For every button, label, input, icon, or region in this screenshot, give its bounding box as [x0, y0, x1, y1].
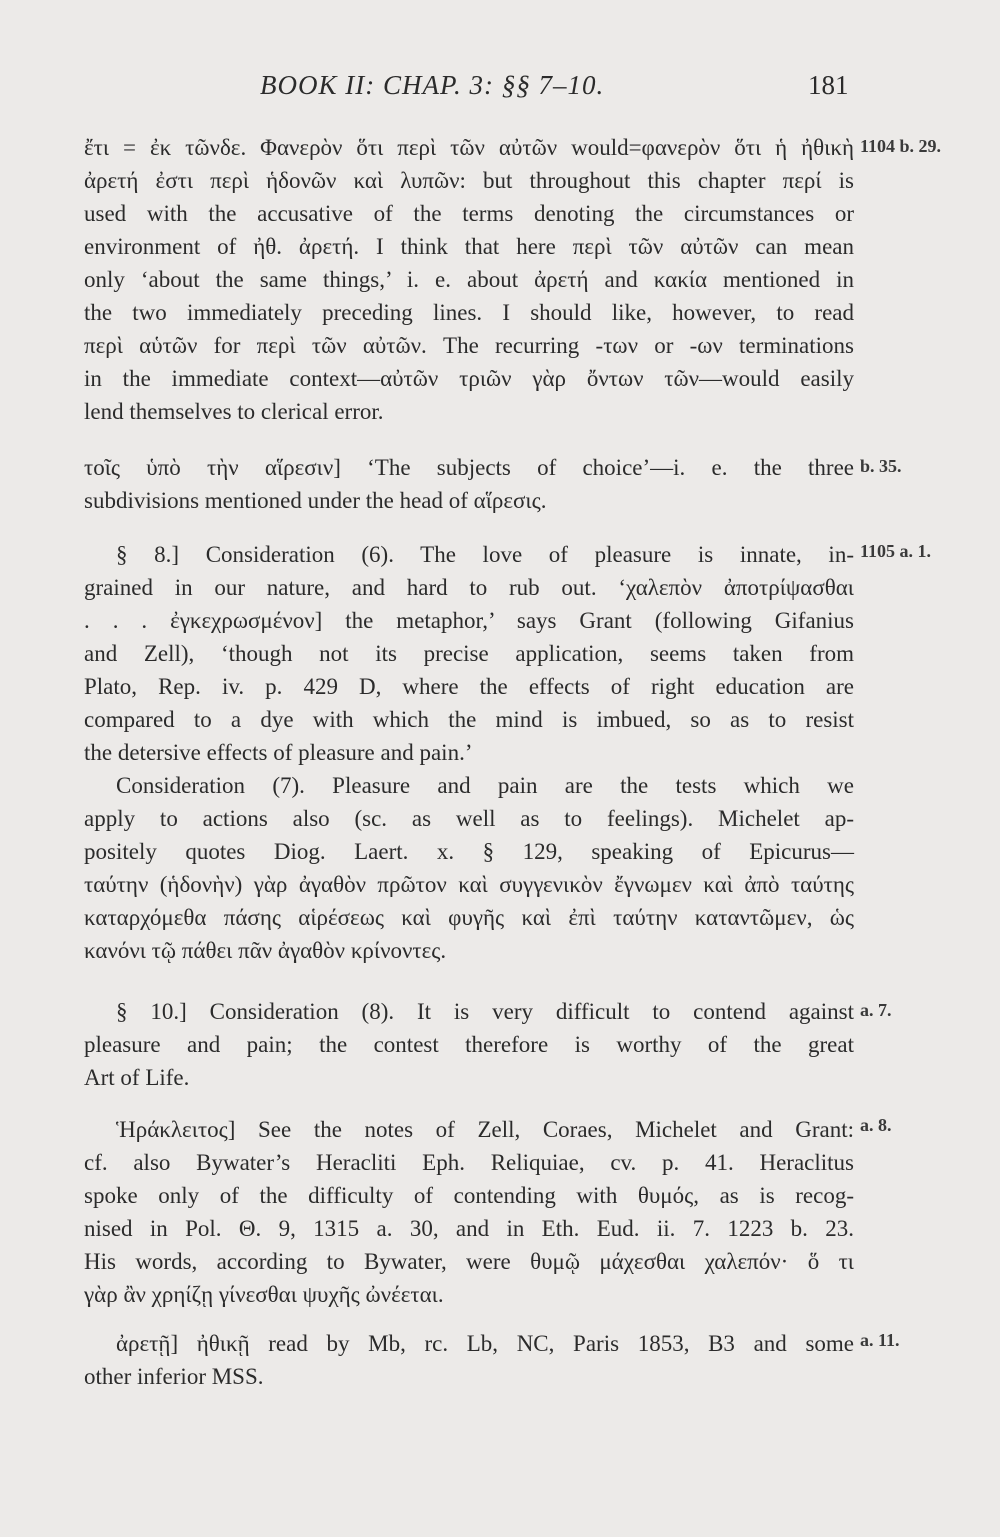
- text-line: the two immediately preceding lines. I should like, however, to read: [84, 300, 854, 325]
- margin-reference: a. 11.: [860, 1330, 900, 1350]
- text-line: grained in our nature, and hard to rub out. ‘χαλεπὸν ἀποτρίψασθαι: [84, 575, 854, 600]
- text-line: compared to a dye with which the mind is imbued, so as to resist: [84, 707, 854, 732]
- text-line: § 8.] Consideration (6). The love of pleasure is innate, in-: [116, 542, 854, 567]
- text-line: other inferior MSS.: [84, 1364, 264, 1389]
- text-line: apply to actions also (sc. as well as to feelings). Michelet ap-: [84, 806, 854, 831]
- text-line: His words, according to Bywater, were θυμῷ μάχεσθαι χαλεπόν· ὅ τι: [84, 1249, 854, 1274]
- text-line: καταρχόμεθα πάσης αἱρέσεως καὶ φυγῆς καὶ ἐπὶ ταύτην καταντῶμεν, ὡς: [84, 905, 854, 930]
- text-line: Consideration (7). Pleasure and pain are the tests which we: [116, 773, 854, 798]
- margin-reference: b. 35.: [860, 456, 902, 476]
- text-line: nised in Pol. Θ. 9, 1315 a. 30, and in Eth. Eud. ii. 7. 1223 b. 23.: [84, 1216, 854, 1241]
- text-line: Plato, Rep. iv. p. 429 D, where the effects of right education are: [84, 674, 854, 699]
- text-line: Ἡράκλειτος] See the notes of Zell, Coraes, Michelet and Grant:: [116, 1117, 854, 1142]
- text-line: cf. also Bywater’s Heracliti Eph. Reliquiae, cv. p. 41. Heraclitus: [84, 1150, 854, 1175]
- paragraph: [84, 131, 854, 428]
- text-line: and Zell), ‘though not its precise application, seems taken from: [84, 641, 854, 666]
- text-line: ταύτην (ἡδονὴν) γὰρ ἀγαθὸν πρῶτον καὶ συγγενικὸν ἔγνωμεν καὶ ἀπὸ ταύτης: [84, 872, 854, 897]
- margin-reference: a. 7.: [860, 1000, 892, 1020]
- paragraph: [84, 451, 854, 517]
- margin-reference: a. 8.: [860, 1115, 892, 1135]
- margin-reference: 1105 a. 1.: [860, 541, 932, 561]
- paragraph: [84, 1113, 854, 1311]
- text-line: subdivisions mentioned under the head of αἵρεσις.: [84, 488, 547, 513]
- text-line: § 10.] Consideration (8). It is very difficult to contend against: [116, 999, 854, 1024]
- text-line: Art of Life.: [84, 1065, 190, 1090]
- paragraph: [84, 1327, 854, 1393]
- text-line: γὰρ ἂν χρηίζῃ γίνεσθαι ψυχῆς ὠνέεται.: [84, 1282, 444, 1307]
- margin-reference: 1104 b. 29.: [860, 136, 942, 156]
- text-line: ἀρετή ἐστι περὶ ἡδονῶν καὶ λυπῶν: but throughout this chapter περί is: [84, 168, 854, 193]
- paragraph: [84, 538, 854, 769]
- text-line: spoke only of the difficulty of contending with θυμός, as is recog-: [84, 1183, 854, 1208]
- text-line: τοῖς ὑπὸ τὴν αἵρεσιν] ‘The subjects of choice’—i. e. the three: [84, 455, 854, 480]
- text-line: ἔτι = ἐκ τῶνδε. Φανερὸν ὅτι περὶ τῶν αὐτῶν would=φανερὸν ὅτι ἡ ἠθικὴ: [84, 135, 854, 160]
- running-header: BOOK II: CHAP. 3: §§ 7–10.: [260, 70, 605, 100]
- text-line: used with the accusative of the terms denoting the circumstances or: [84, 201, 854, 226]
- text-line: the detersive effects of pleasure and pain.’: [84, 740, 473, 765]
- text-line: . . . ἐγκεχρωσμένον] the metaphor,’ says Grant (following Gifanius: [84, 608, 854, 633]
- text-line: positely quotes Diog. Laert. x. § 129, speaking of Epicurus—: [84, 839, 854, 864]
- text-line: pleasure and pain; the contest therefore is worthy of the great: [84, 1032, 854, 1057]
- text-line: κανόνι τῷ πάθει πᾶν ἀγαθὸν κρίνοντες.: [84, 938, 447, 963]
- text-line: environment of ἠθ. ἀρετή. I think that here περὶ τῶν αὐτῶν can mean: [84, 234, 854, 259]
- text-line: περὶ αὑτῶν for περὶ τῶν αὐτῶν. The recurring -των or -ων terminations: [84, 333, 854, 358]
- paragraph: [84, 769, 854, 967]
- text-line: ἀρετῇ] ἠθικῇ read by Mb, rc. Lb, NC, Paris 1853, B3 and some: [116, 1331, 854, 1356]
- paragraph: [84, 995, 854, 1094]
- text-line: only ‘about the same things,’ i. e. about ἀρετή and κακία mentioned in: [84, 267, 854, 292]
- page-number: 181: [808, 70, 849, 100]
- text-line: lend themselves to clerical error.: [84, 399, 384, 424]
- text-line: in the immediate context—αὐτῶν τριῶν γὰρ ὄντων τῶν—would easily: [84, 366, 854, 391]
